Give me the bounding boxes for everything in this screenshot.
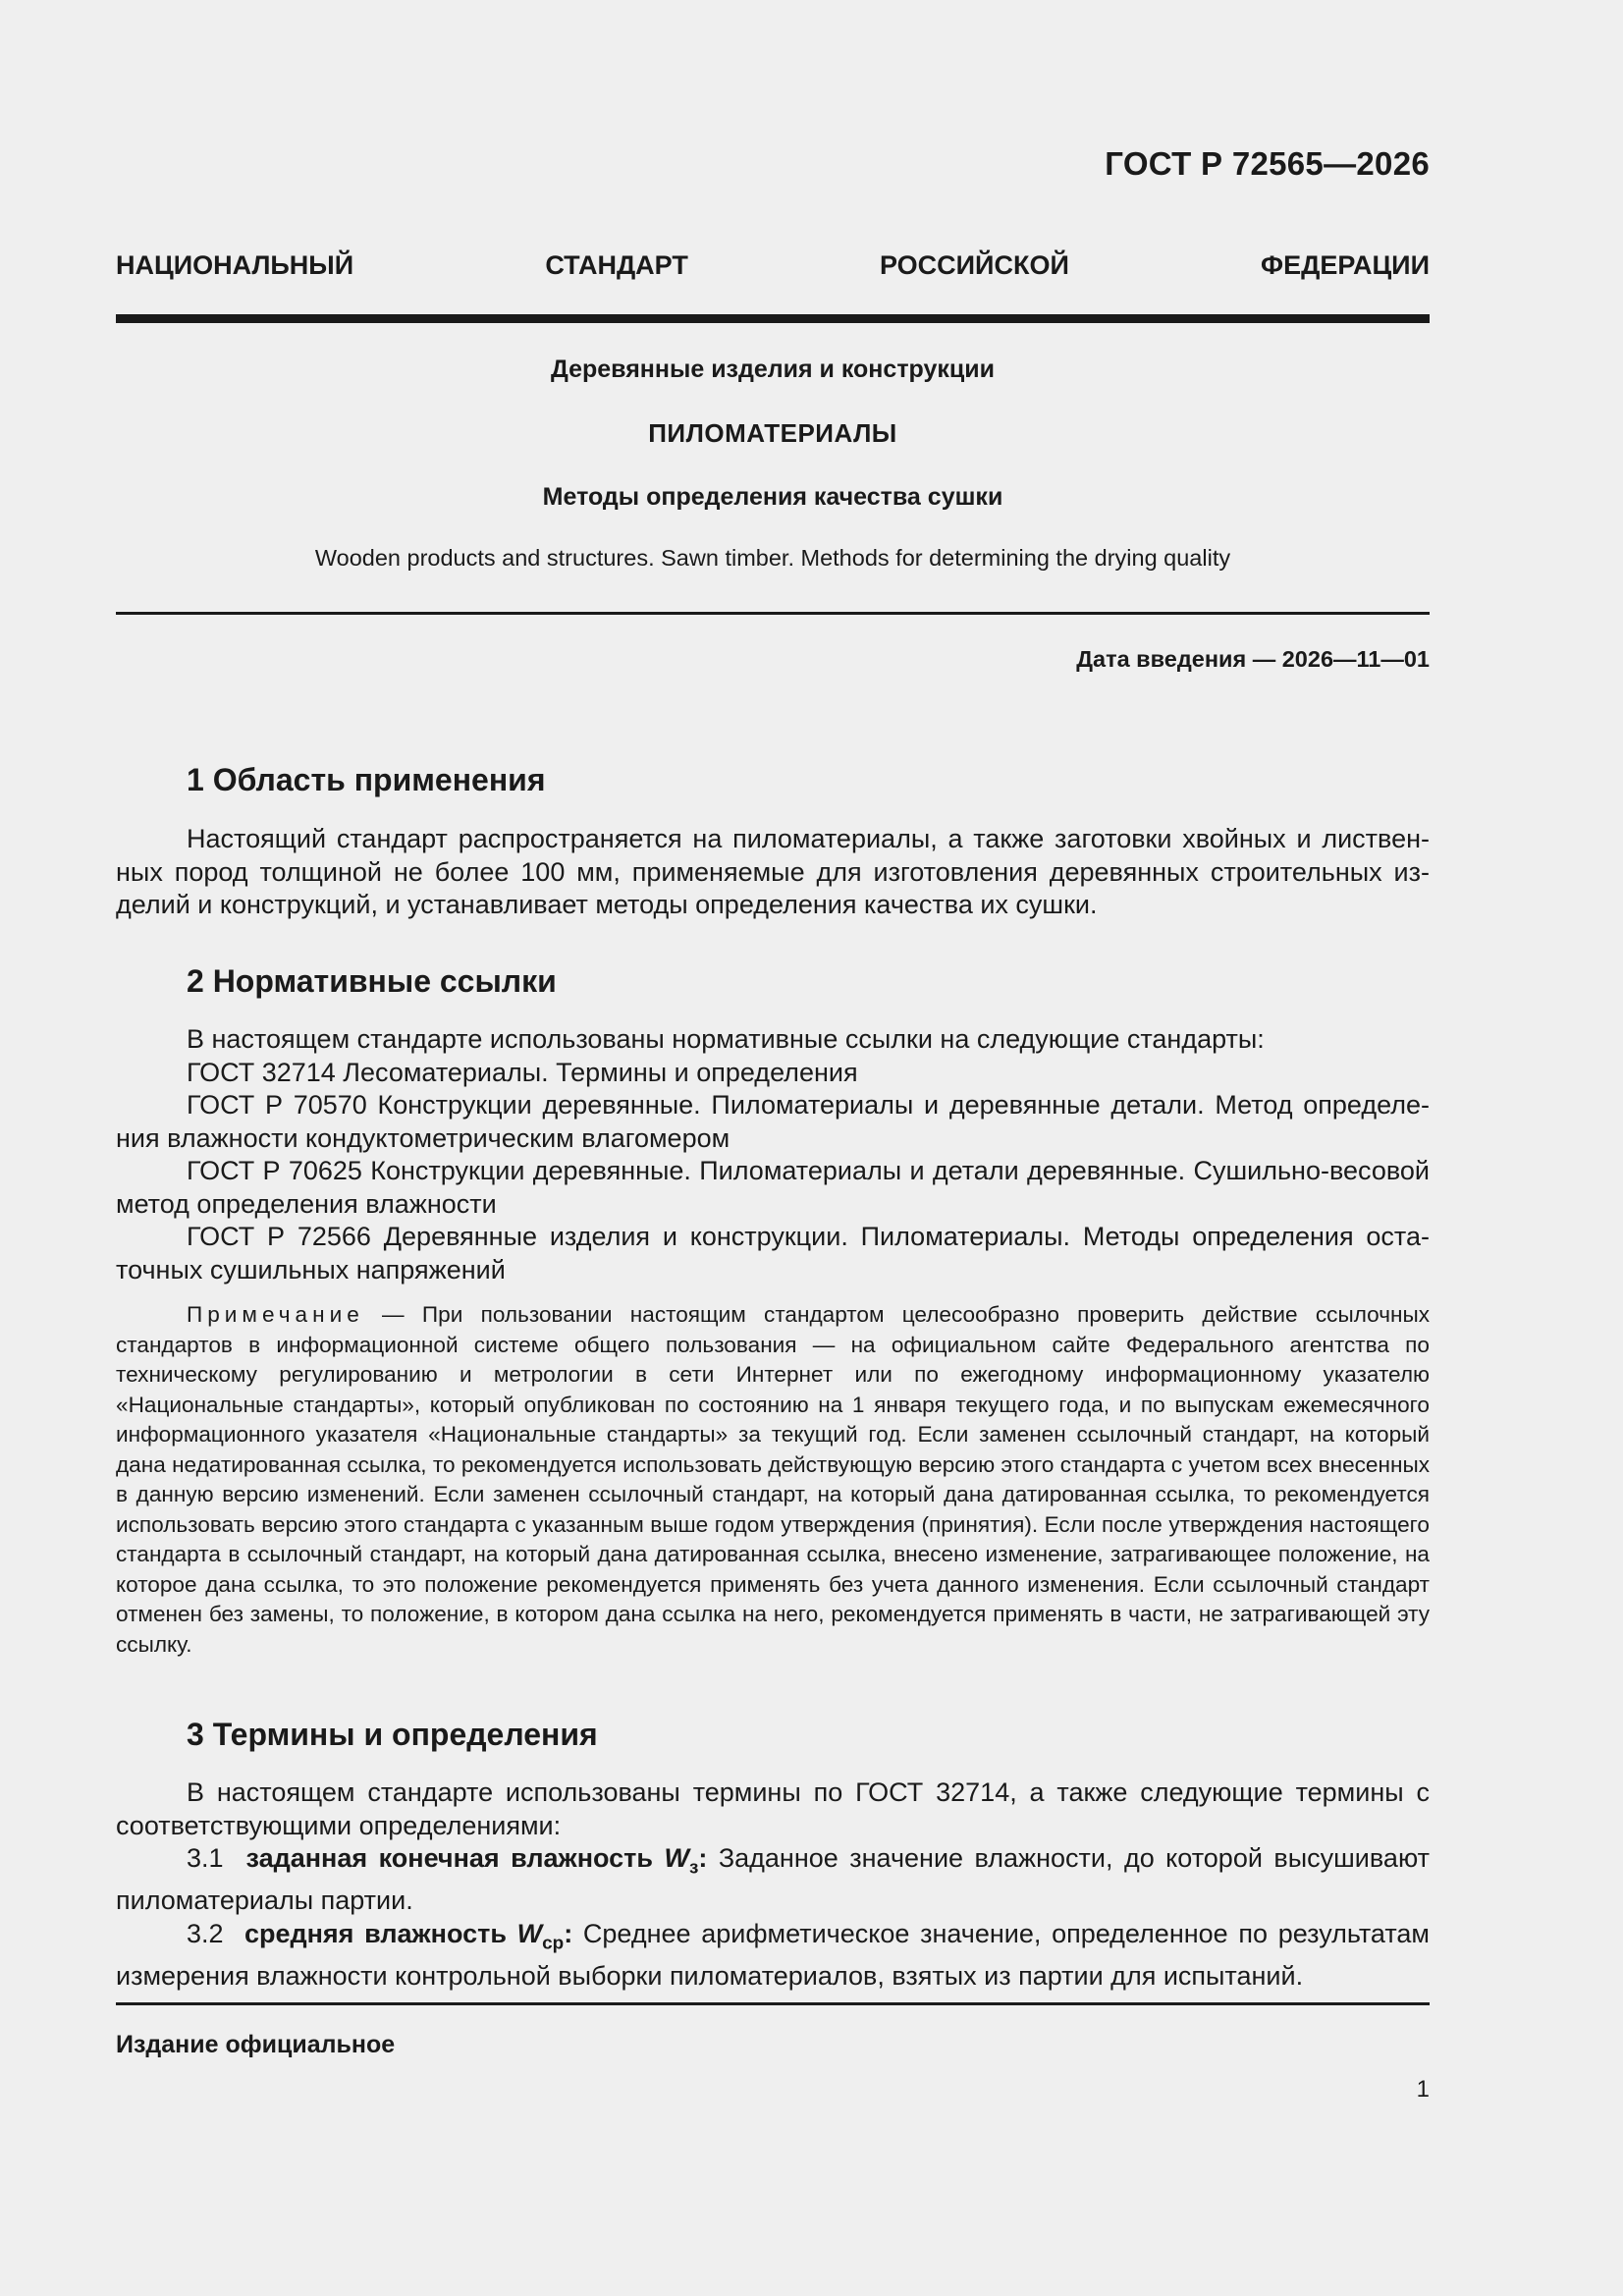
document-number: ГОСТ Р 72565—2026 <box>1105 145 1430 182</box>
national-standard-header <box>116 250 1430 281</box>
references-intro: В настоящем стандарте использованы нормативные ссылки на следующие стандарты: <box>187 1024 1265 1054</box>
title-divider <box>116 612 1430 615</box>
section-3-terms <box>116 1777 1430 1993</box>
term-3-1-definition: Заданное значение влажности, до которой высушивают пиломатериалы партии. <box>116 1843 1430 1916</box>
title-line-2: ПИЛОМАТЕРИАЛЫ <box>648 418 897 448</box>
term-3-2-number: 3.2 <box>187 1918 224 1948</box>
term-3-2-subscript: ср <box>542 1933 565 1954</box>
header-divider <box>116 314 1430 323</box>
note-text: — При пользовании настоящим стандартом целесообразно проверить действие ссылочных стандартов в информационной системе общего пользования — на официальном сайте Федерального агентства по техническому регулированию и метрологии в сети Интернет или по ежегодному информационному указателю «Национальные стандарты», который опубликован по состоянию на 1 января текущего года, и по выпускам ежемесячного информационного указателя «Национальные стандарты» за текущий год. Если заменен ссылочный стандарт, на который дана недатированная ссылка, то рекомендуется использовать действующую версию этого стандарта с учетом всех внесенных в данную версию изменений. Если заменен ссылочный стандарт, на который дана датированная ссылка, то рекомендуется использовать версию этого стандарта с указанным выше годом утверждения (принятия). Если после утверждения настоящего стандарта в ссылочный стандарт, на который дана датированная ссылка, внесено изменение, затрагивающее положение, на которое дана ссылка, то это положение рекомендуется применять без учета данного изменения. Если ссылочный стандарт отменен без замены, то положение, в котором дана ссылка на него, рекомендуется применять в части, не затрагивающей эту ссылку. <box>116 1302 1430 1657</box>
header-word-4: ФЕДЕРАЦИИ <box>1261 250 1430 280</box>
term-3-1-symbol: W <box>664 1843 689 1873</box>
note-label: Примечание <box>187 1302 364 1327</box>
intro-date: Дата введения — 2026—11—01 <box>1076 646 1430 672</box>
section-2-heading: 2 Нормативные ссылки <box>187 963 557 999</box>
term-3-2: 3.2 средняя влажность $W_{ср}$: Среднее арифметическое значение, определенное по результатам измерения влажности контрольной выборки пиломатериалов, взятых из партии для испытаний. <box>116 1918 1430 1991</box>
header-word-1: НАЦИОНАЛЬНЫЙ <box>116 250 354 280</box>
reference-gost-r-70570: ГОСТ Р 70570 Конструкции деревянные. Пиломатериалы и деревянные детали. Метод определения влажности кондуктометрическим влагомером <box>116 1090 1430 1153</box>
term-3-1-subscript: з <box>688 1857 699 1879</box>
header-word-2: СТАНДАРТ <box>545 250 688 280</box>
term-3-2-symbol: W <box>516 1918 543 1948</box>
page-number: 1 <box>1416 2076 1430 2103</box>
reference-gost-r-70625: ГОСТ Р 70625 Конструкции деревянные. Пиломатериалы и детали деревянные. Сушильно-весовой метод определения влажности <box>116 1156 1430 1219</box>
term-3-1: 3.1 заданная конечная влажность $W_з$: Заданное значение влажности, до которой высушивают пиломатериалы партии. <box>116 1843 1430 1916</box>
term-3-2-definition: Среднее арифметическое значение, определенное по результатам измерения влажности контрольной выборки пиломатериалов, взятых из партии для испытаний. <box>116 1918 1430 1991</box>
references-note <box>116 1300 1430 1660</box>
terms-intro: В настоящем стандарте использованы термины по ГОСТ 32714, а также следующие термины с соответствующими определениями: <box>116 1777 1430 1840</box>
term-3-1-name: заданная конечная влажность <box>245 1843 653 1873</box>
section-2-references <box>116 1023 1430 1286</box>
section-1-text: Настоящий стандарт распространяется на пиломатериалы, а также заготовки хвойных и лиственных пород толщиной не более 100 мм, применяемые для изготовления деревянных строительных изделий и конструкций, и устанавливает методы определения качества их сушки. <box>116 824 1430 919</box>
section-3-heading: 3 Термины и определения <box>187 1717 598 1752</box>
title-line-1: Деревянные изделия и конструкции <box>550 355 996 383</box>
document-page <box>116 0 1430 2296</box>
reference-gost-r-72566: ГОСТ Р 72566 Деревянные изделия и конструкции. Пиломатериалы. Методы определения остаточных сушильных напряжений <box>116 1222 1430 1285</box>
term-3-2-name: средняя влажность <box>243 1918 507 1948</box>
term-3-1-number: 3.1 <box>187 1843 224 1873</box>
title-line-3: Методы определения качества сушки <box>542 483 1003 511</box>
footer-divider <box>116 2002 1430 2005</box>
english-title: Wooden products and structures. Sawn timber. Methods for determining the drying quality <box>314 545 1231 571</box>
reference-gost-32714: ГОСТ 32714 Лесоматериалы. Термины и определения <box>187 1057 858 1087</box>
official-edition-label: Издание официальное <box>116 2031 396 2058</box>
section-1-heading: 1 Область применения <box>187 762 546 797</box>
header-word-3: РОССИЙСКОЙ <box>880 250 1069 280</box>
